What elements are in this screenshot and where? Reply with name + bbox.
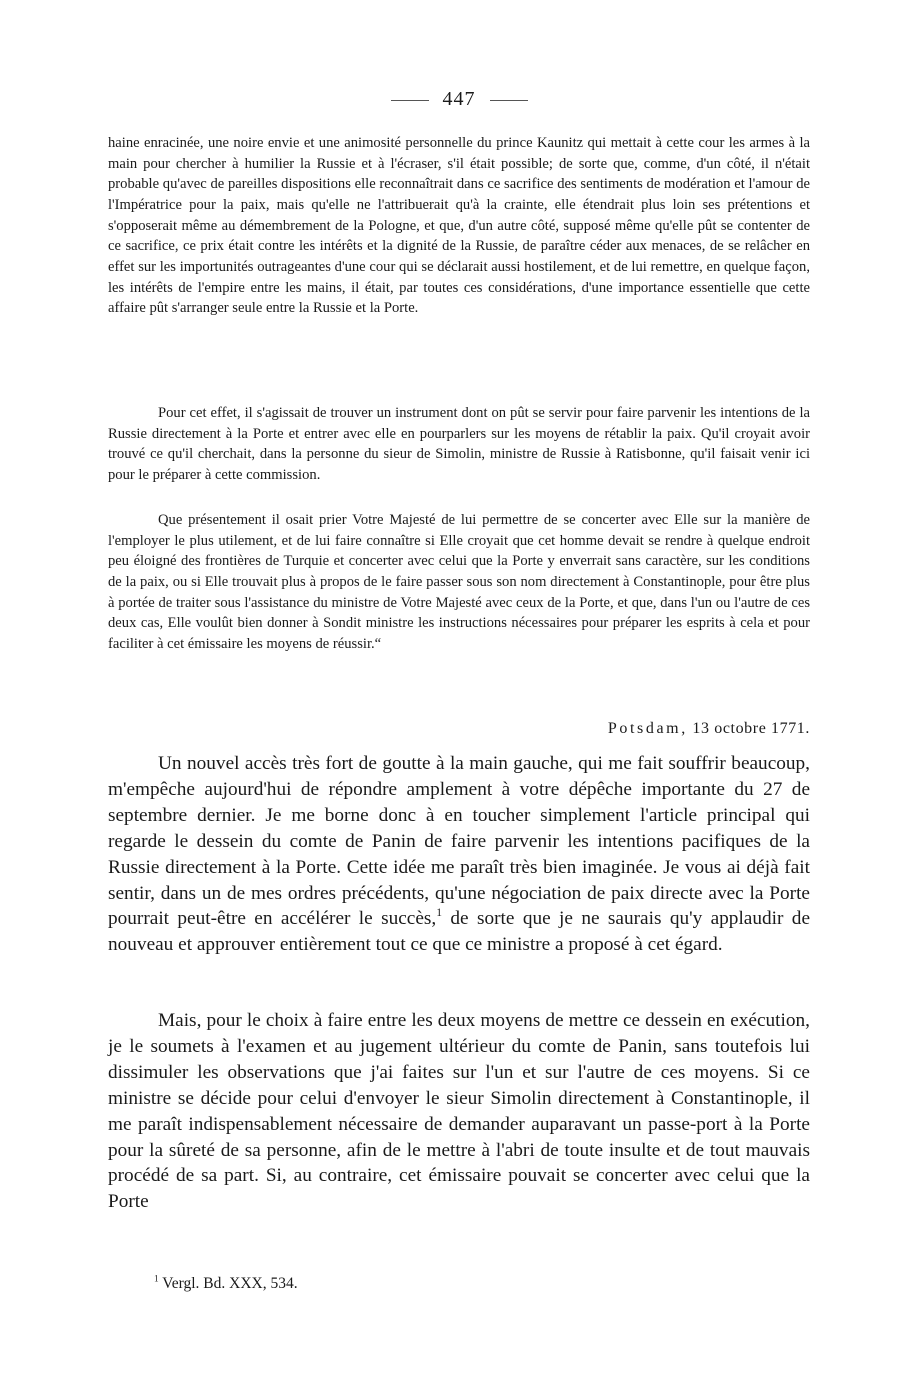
header-rule-right (490, 100, 528, 101)
quoted-report-paragraph (108, 403, 810, 486)
quote-paragraph: Que présentement il osait prier Votre Majesté de lui permettre de se concerter avec Elle sur la manière de l'employer le plus utilement, et de lui faire connaître si Elle croyait que cet homme devait se rendre à quelque endroit peu éloigné des frontières de Turquie et concerter avec celui que la Porte y enverrait sans caractère, sur les conditions de la paix, ou si Elle trouvait plus à propos de le faire passer sous son nom directement à Constantinople, pour être plus à portée de traiter sous l'assistance du ministre de Votre Majesté avec ceux de la Porte, et que, dans l'un ou l'autre de ces deux cas, Elle voulût bien donner à Sondit ministre les instructions nécessaires pour préparer les esprits à cela et pour faciliter à cet émissaire les moyens de réussir.“ (108, 512, 810, 652)
footnote (154, 1275, 298, 1293)
letter-text: de sorte que je ne saurais qu'y applaudir de nouveau et approuver entièrement tout ce que ce ministre a proposé à cet égard. (108, 908, 810, 956)
quote-paragraph: Pour cet effet, il s'agissait de trouver un instrument dont on pût se servir pour faire parvenir les intentions de la Russie directement à la Porte et entrer avec elle en pourparlers sur les moyens de rétablir la paix. Qu'il croyait avoir trouvé ce qu'il cherchait, dans la personne du sieur de Simolin, ministre de Russie à Ratisbonne, qu'il faisait venir ici pour le préparer à cette commission. (108, 405, 810, 483)
footnote-marker: 1 (154, 1274, 159, 1285)
letter-paragraph-2 (108, 1008, 810, 1215)
footnote-text: Vergl. Bd. XXX, 534. (162, 1275, 298, 1292)
letter-dateline (108, 720, 810, 738)
letter-paragraph-1 (108, 751, 810, 958)
quoted-report-paragraph (108, 510, 810, 655)
dateline-date: 13 octobre 1771. (692, 720, 810, 737)
page-header (108, 88, 810, 111)
letter-text: Un nouvel accès très fort de goutte à la main gauche, qui me fait souffrir beaucoup, m'empêche aujourd'hui de répondre amplement à votre dépêche importante du 27 de septembre dernier. Je me borne donc à en toucher simplement l'article principal qui regarde le dessein du comte de Panin de faire parvenir les intentions pacifiques de la Russie directement à la Porte. Cette idée me paraît très bien imaginée. Je vous ai déjà fait sentir, dans un de mes ordres précédents, qu'une négociation de paix directe avec la Porte pourrait peut-être en accélérer le succès, (108, 753, 810, 930)
dateline-place: Potsdam, (607, 720, 688, 737)
letter-text: Mais, pour le choix à faire entre les deux moyens de mettre ce dessein en exécution, je le soumets à l'examen et au jugement ultérieur du comte de Panin, sans toutefois lui dissimuler les observations que j'ai faites sur l'un et sur l'autre de ces moyens. Si ce ministre se décide pour celui d'envoyer le sieur Simolin directement à Constantinople, il me paraît indispensablement nécessaire de demander auparavant un passe-port à la Porte pour la sûreté de sa personne, afin de le mettre à l'abri de toute insulte et de tout mauvais procédé de sa part. Si, au contraire, cet émissaire pouvait se concerter avec celui que la Porte (108, 1010, 810, 1213)
footnote-reference: 1 (436, 906, 443, 920)
quote-paragraph: haine enracinée, une noire envie et une animosité personnelle du prince Kaunitz qui mettait à cette cour les armes à la main pour chercher à humilier la Russie et à l'écraser, s'il était possible; de sorte que, comme, d'un côté, il n'était probable qu'avec de pareilles dispositions elle reconnaîtrait dans ce sacrifice des sentiments de modération et l'amour de l'Impératrice pour la paix, mais qu'elle ne l'attribuerait qu'à la crainte, elle étendrait plus loin ses prétentions et s'opposerait même au démembrement de la Pologne, et que, d'un autre côté, supposé même qu'elle pût se contenter de ce sacrifice, ce prix était contre les intérêts et la dignité de la Russie, de paraître céder aux menaces, de se relâcher en effet sur les importunités outrageantes d'une cour qui se déclarait aussi hostilement, et de lui remettre, en quelque façon, les intérêts de l'empire entre les mains, il était, par toutes ces considérations, d'une importance essentielle que cette affaire pût s'arranger seule entre la Russie et la Porte. (108, 135, 810, 317)
header-rule-left (391, 100, 429, 101)
page-number: 447 (442, 88, 476, 110)
quoted-report-continuation (108, 133, 810, 319)
book-page (108, 0, 810, 1392)
